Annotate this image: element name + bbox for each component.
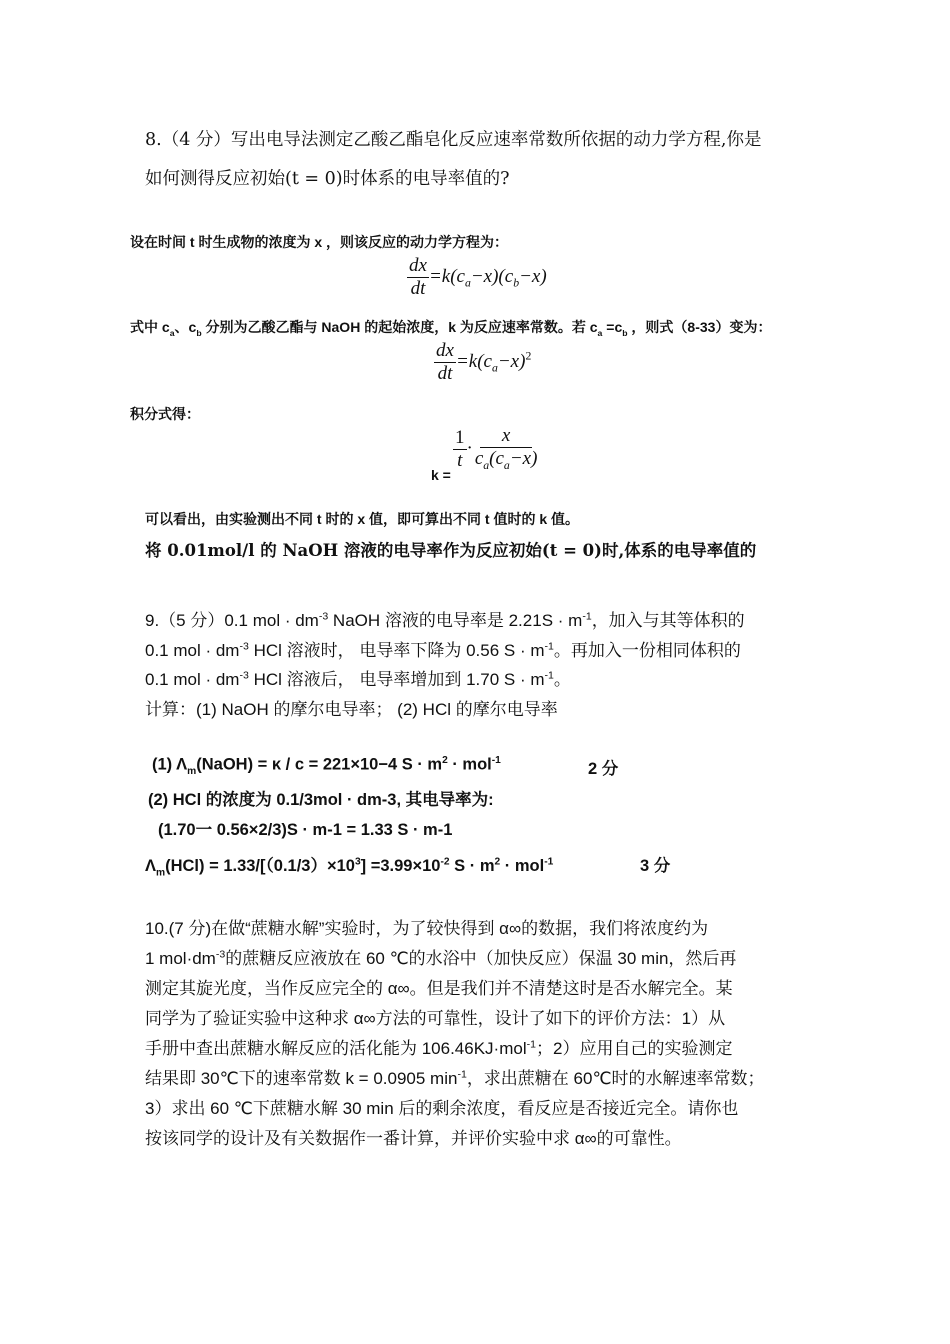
a8-final: 将 0.01mol/l 的 NaOH 溶液的电导率作为反应初始(t = 0)时,体系的电导率值的 [145, 541, 757, 560]
k-label: k = [431, 467, 451, 483]
superscript: -3 [215, 948, 226, 961]
q10-text: 1 mol·dm [145, 949, 216, 968]
subscript-a: a [597, 327, 603, 338]
a8-note [130, 317, 771, 338]
one-over-t-fraction [453, 428, 467, 471]
q8-line-2: 如何测得反应初始(t = 0)时体系的电导率值的? [145, 169, 510, 189]
fraction-numerator: 1 [455, 426, 465, 448]
q10-text: 手册中查出蔗糖水解反应的活化能为 106.46KJ·mol [145, 1039, 527, 1058]
eq-part: −x) [497, 350, 526, 372]
subscript: m [156, 867, 166, 879]
q9-text: 。 [553, 670, 571, 689]
fraction-numerator: dx [436, 340, 454, 361]
subscript-a: a [483, 458, 490, 472]
q9-line-3 [145, 665, 571, 690]
superscript: -1 [491, 755, 501, 766]
eq-part: =k(c [428, 265, 465, 287]
x-over-c-fraction [473, 426, 540, 472]
a9-row-3: (1.70一 0.56×2/3)S · m-1 = 1.33 S · m-1 [158, 821, 453, 839]
multiply-dot: · [466, 437, 473, 459]
fraction-denominator [473, 448, 540, 472]
eq-part: (c [489, 447, 504, 469]
note-text: 、c [174, 319, 197, 335]
superscript: -1 [582, 610, 592, 623]
q9-line-2 [145, 636, 741, 661]
subscript: m [187, 765, 197, 777]
note-text: 分别为乙酸乙酯与 NaOH 的起始浓度，k 为反应速率常数。若 c [201, 319, 598, 335]
superscript: -3 [239, 640, 249, 653]
q9-text: HCl 溶液时， 电导率下降为 0.56 S · m [248, 641, 545, 660]
a9-text: Λ [145, 857, 157, 875]
q10-line-5 [145, 1034, 732, 1059]
superscript: -1 [526, 1038, 536, 1051]
q10-text: 的蔗糖反应液放在 60 ℃的水浴中（加快反应）保温 30 min，然后再 [225, 949, 737, 968]
q9-text: 0.1 mol · dm [145, 641, 240, 660]
q10-text: ；2）应用自己的实验测定 [536, 1039, 733, 1058]
superscript: -1 [544, 640, 554, 653]
superscript: -1 [544, 669, 554, 682]
q10-text: 结果即 30℃下的速率常数 k = 0.0905 min [145, 1069, 458, 1088]
a9-text: ] =3.99×10 [360, 857, 441, 875]
fraction-numerator: x [480, 426, 532, 448]
q9-text: 0.1 mol · dm [145, 670, 240, 689]
q9-line-1 [145, 606, 745, 631]
rate-equation-1 [407, 256, 547, 299]
superscript: -2 [440, 856, 450, 868]
q10-line-7: 3）求出 60 ℃下蔗糖水解 30 min 后的剩余浓度，看反应是否接近完全。请你也 [145, 1099, 739, 1118]
a9-text: (HCl) = 1.33/[（0.1/3）×10 [165, 857, 355, 875]
q10-line-8: 按该同学的设计及有关数据作一番计算，并评价实验中求 α∞的可靠性。 [145, 1129, 682, 1148]
a9-row-1 [152, 755, 501, 777]
a8-intro: 设在时间 t 时生成物的浓度为 x ，则该反应的动力学方程为： [130, 234, 509, 250]
q10-text: ，求出蔗糖在 60℃时的水解速率常数； [466, 1069, 765, 1088]
a9-row-2: (2) HCl 的浓度为 0.1/3mol · dm-3, 其电导率为: [148, 791, 494, 809]
q10-line-1: 10.(7 分)在做“蔗糖水解”实验时，为了较快得到 α∞的数据，我们将浓度约为 [145, 919, 709, 938]
fraction-numerator: dx [409, 255, 427, 276]
subscript-b: b [513, 276, 520, 290]
superscript: 2 [494, 856, 501, 868]
a9-text: (1) Λ [152, 755, 188, 774]
subscript-a: a [169, 327, 175, 338]
a9-text: (NaOH) = κ / c = 221×10−4 S · m [196, 755, 443, 774]
rate-equation-2 [434, 341, 531, 384]
subscript-b: b [622, 327, 628, 338]
q10-line-6 [145, 1064, 765, 1089]
eq-part: −x) [519, 265, 547, 287]
a8-conclusion: 可以看出，由实验测出不同 t 时的 x 值，即可算出不同 t 值时的 k 值。 [145, 511, 580, 527]
subscript-b: b [196, 327, 202, 338]
a9-text: · mol [447, 755, 492, 774]
subscript-a: a [503, 458, 510, 472]
integral-label: 积分式得： [130, 406, 200, 422]
integrated-rate-equation [453, 426, 539, 472]
note-text: =c [602, 319, 623, 335]
superscript: -3 [318, 610, 329, 623]
superscript: 2 [442, 755, 448, 766]
a9-text: · mol [500, 857, 545, 875]
fraction-denominator: dt [437, 362, 453, 384]
a9-text: S · m [449, 857, 495, 875]
fraction-denominator: dt [410, 277, 426, 299]
q8-line-1: 8.（4 分）写出电导法测定乙酸乙酯皂化反应速率常数所依据的动力学方程,你是 [145, 130, 762, 150]
q9-text: 。再加入一份相同体积的 [553, 641, 741, 660]
dx-dt-fraction [434, 341, 456, 384]
superscript: -1 [457, 1068, 467, 1081]
a9-row-4 [145, 852, 553, 878]
note-text: 式中 c [130, 319, 170, 335]
eq-part: =k(c [455, 350, 492, 372]
q9-text: HCl 溶液后， 电导率增加到 1.70 S · m [248, 670, 545, 689]
q9-text: ，加入与其等体积的 [591, 611, 745, 630]
dx-dt-fraction [407, 256, 429, 299]
subscript-a: a [464, 276, 471, 290]
eq-part: c [474, 447, 484, 469]
subscript-a: a [491, 361, 498, 375]
note-text: ，则式（8-33）变为： [627, 319, 772, 335]
superscript-2: 2 [525, 349, 532, 363]
q10-line-4: 同学为了验证实验中这种求 α∞方法的可靠性，设计了如下的评价方法：1）从 [145, 1009, 726, 1028]
superscript: -3 [239, 669, 249, 682]
superscript: 3 [354, 856, 361, 868]
q9-line-4: 计算：(1) NaOH 的摩尔电导率； (2) HCl 的摩尔电导率 [145, 700, 558, 719]
q9-text: 9.（5 分）0.1 mol · dm [145, 611, 319, 630]
q10-line-2 [145, 944, 736, 969]
eq-part: −x) [509, 447, 538, 469]
eq-part: −x)(c [470, 265, 514, 287]
q10-line-3: 测定其旋光度，当作反应完全的 α∞。但是我们并不清楚这时是否水解完全。某 [145, 979, 733, 998]
fraction-denominator: t [457, 449, 463, 471]
q9-text: NaOH 溶液的电导率是 2.21S · m [328, 611, 583, 630]
a9-score-1: 2 分 [588, 760, 619, 778]
a9-score-2: 3 分 [640, 857, 671, 875]
superscript: -1 [544, 856, 554, 868]
